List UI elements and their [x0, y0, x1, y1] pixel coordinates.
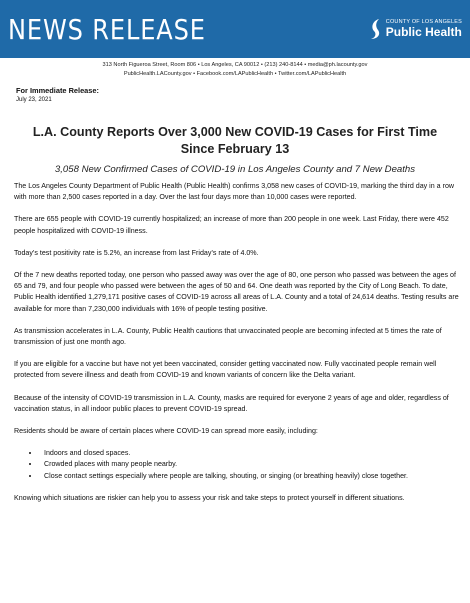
release-date: July 23, 2021	[16, 97, 52, 103]
public-health-logo-icon	[369, 18, 383, 40]
paragraph: There are 655 people with COVID-19 currently hospitalized; an increase of more than 200 people in one week. Last Friday, there were 452 people hospitalized with COVID-19 illness.	[14, 215, 449, 235]
list-item: • Indoors and closed spaces.	[40, 448, 460, 459]
release-label: For Immediate Release:	[16, 86, 99, 95]
logo-county-text: COUNTY OF LOS ANGELES	[385, 18, 462, 25]
news-release-banner	[0, 0, 470, 58]
paragraph: Residents should be aware of certain places where COVID-19 can spread more easily, including:	[14, 427, 318, 436]
paragraph: The Los Angeles County Department of Public Health (Public Health) confirms 3,058 new cases of COVID-19, marking the third day in a row with more than 2,500 cases reported in a day. Over the last four days more than 10,000 cases were reported.	[14, 182, 455, 202]
headline: L.A. County Reports Over 3,000 New COVID-19 Cases for First Time Since February 13	[32, 125, 438, 156]
list-item: • Crowded places with many people nearby.	[40, 459, 460, 470]
paragraph: Today’s test positivity rate is 5.2%, an increase from last Friday’s rate of 4.0%.	[14, 248, 259, 257]
contact-address-line: 313 North Figueroa Street, Room 806 • Los Angeles, CA 90012 • (213) 240-8144 • media@ph.lacounty.gov	[102, 62, 368, 68]
closing-paragraph: Knowing which situations are riskier can help you to assess your risk and take steps to protect yourself in different situations.	[14, 493, 405, 502]
list-item: • Close contact settings especially where people are talking, shouting, or singing (or breathing heavily) close together.	[40, 471, 460, 482]
subheadline: 3,058 New Confirmed Cases of COVID-19 in Los Angeles County and 7 New Deaths	[54, 164, 416, 175]
contact-info	[0, 61, 470, 78]
release-body	[14, 181, 460, 515]
banner-title: NEWS RELEASE	[8, 12, 206, 46]
logo-name-text: Public Health	[385, 25, 462, 40]
risk-places-list	[40, 448, 460, 482]
paragraph: Because of the intensity of COVID-19 transmission in L.A. County, masks are required for everyone 2 years of age and older, regardless of vaccination status, in all indoor public places to prevent COVID-19 spread.	[14, 393, 449, 413]
paragraph: Of the 7 new deaths reported today, one person who passed away was over the age of 80, one person who passed was between the ages of 65 and 79, and four people who passed were between the ages of 50 and 64. One death was reported by the City of Long Beach. To date, Public Health identified 1,279,171 positive cases of COVID-19 across all areas of L.A. County and a total of 24,614 deaths. Testing results are available for more than 7,230,000 individuals with 16% of people testing positive.	[14, 271, 459, 313]
paragraph: As transmission accelerates in L.A. County, Public Health cautions that unvaccinated people are becoming infected at 5 times the rate of transmission of just one month ago.	[14, 326, 442, 347]
public-health-logo	[369, 18, 462, 40]
paragraph: If you are eligible for a vaccine but have not yet been vaccinated, consider getting vaccinated now. Fully vaccinated people remain well protected from severe illness and death from COVID-19 and known variants of concern like the Delta variant.	[14, 360, 437, 380]
contact-web-line: PublicHealth.LACounty.gov • Facebook.com/LAPublicHealth • Twitter.com/LAPublicHealth	[123, 70, 347, 77]
